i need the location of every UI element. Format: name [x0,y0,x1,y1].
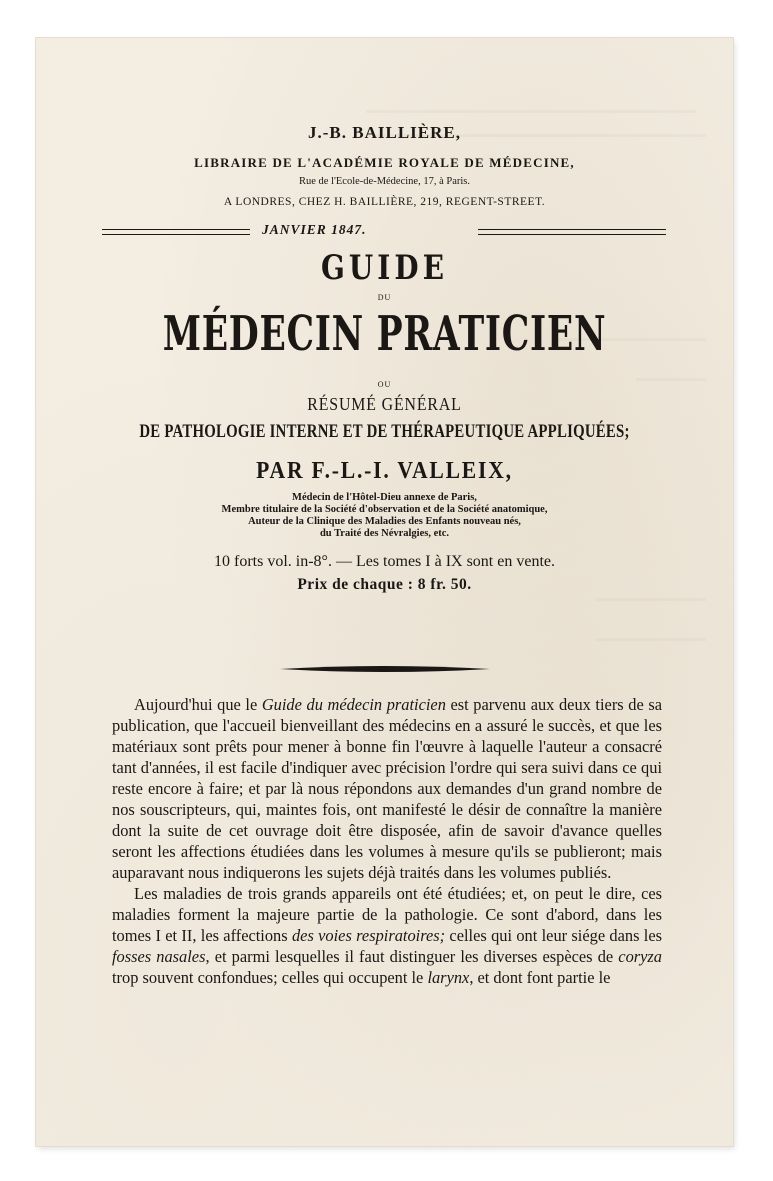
author-credential: Médecin de l'Hôtel-Dieu annexe de Paris, [292,492,477,503]
publication-date: JANVIER 1847. [262,222,367,237]
main-title: MÉDECIN PRATICIEN [162,306,607,362]
author-credential: Auteur de la Clinique des Maladies des Enfants nouveau nés, [248,516,521,527]
publisher-title: LIBRAIRE DE L'ACADÉMIE ROYALE DE MÉDECINE, [194,155,575,170]
volumes-info: 10 forts vol. in-8°. — Les tomes I à IX sont en vente. [214,553,555,570]
date-rule [102,222,666,240]
document-page [36,38,733,1146]
subtitle: DE PATHOLOGIE INTERNE ET DE THÉRAPEUTIQUE APPLIQUÉES; [139,422,630,442]
rule-left [102,229,250,235]
rule-right [478,229,666,235]
title-guide: GUIDE [320,248,449,288]
author-credential: Membre titulaire de la Société d'observation et de la Société anatomique, [221,504,548,515]
body-text [112,694,662,988]
publisher-name: J.-B. BAILLIÈRE, [308,123,461,142]
title-resume: RÉSUMÉ GÉNÉRAL [307,394,462,414]
ornament-divider [280,664,490,674]
author-byline: PAR F.-L.-I. VALLEIX, [256,458,513,484]
author-credential: du Traité des Névralgies, etc. [319,528,450,539]
title-du: DU [377,293,392,302]
publisher-address: Rue de l'Ecole-de-Médecine, 17, à Paris. [299,176,470,187]
title-ou: OU [377,380,392,389]
paragraph: Aujourd'hui que le Guide du médecin praticien est parvenu aux deux tiers de sa publication, que l'accueil bienveillant des médecins en a assuré le succès, et que les matériaux sont prêts pour mener à bonne fin l'œuvre à laquelle l'auteur a consacré tant d'années, il est facile d'indiquer avec précision l'ordre qui sera suivi dans ce qui reste encore à faire; et par là nous répondons aux demandes d'un grand nombre de nos souscripteurs, qui, maintes fois, ont manifesté le désir de connaître la manière dont la suite de cet ouvrage doit être disposée, afin de savoir d'avance quelles seront les affections étudiées dans les volumes à mesure qu'ils se publieront; mais auparavant nous indiquerons les sujets déjà traités dans les volumes publiés. [112,695,662,882]
london-address: A LONDRES, CHEZ H. BAILLIÈRE, 219, REGENT-STREET. [223,196,546,208]
italic-title: Guide du médecin praticien [261,695,446,714]
paragraph: Les maladies de trois grands appareils ont été étudiées; et, on peut le dire, ces maladies forment la majeure partie de la pathologie. Ce sont d'abord, dans les tomes I et II, les affections des voies respiratoires; celles qui ont leur siége dans les fosses nasales, et parmi lesquelles il faut distinguer les diverses espèces de coryza trop souvent confondues; celles qui occupent le larynx, et dont font partie le [112,884,663,987]
price-info: Prix de chaque : 8 fr. 50. [297,576,472,593]
